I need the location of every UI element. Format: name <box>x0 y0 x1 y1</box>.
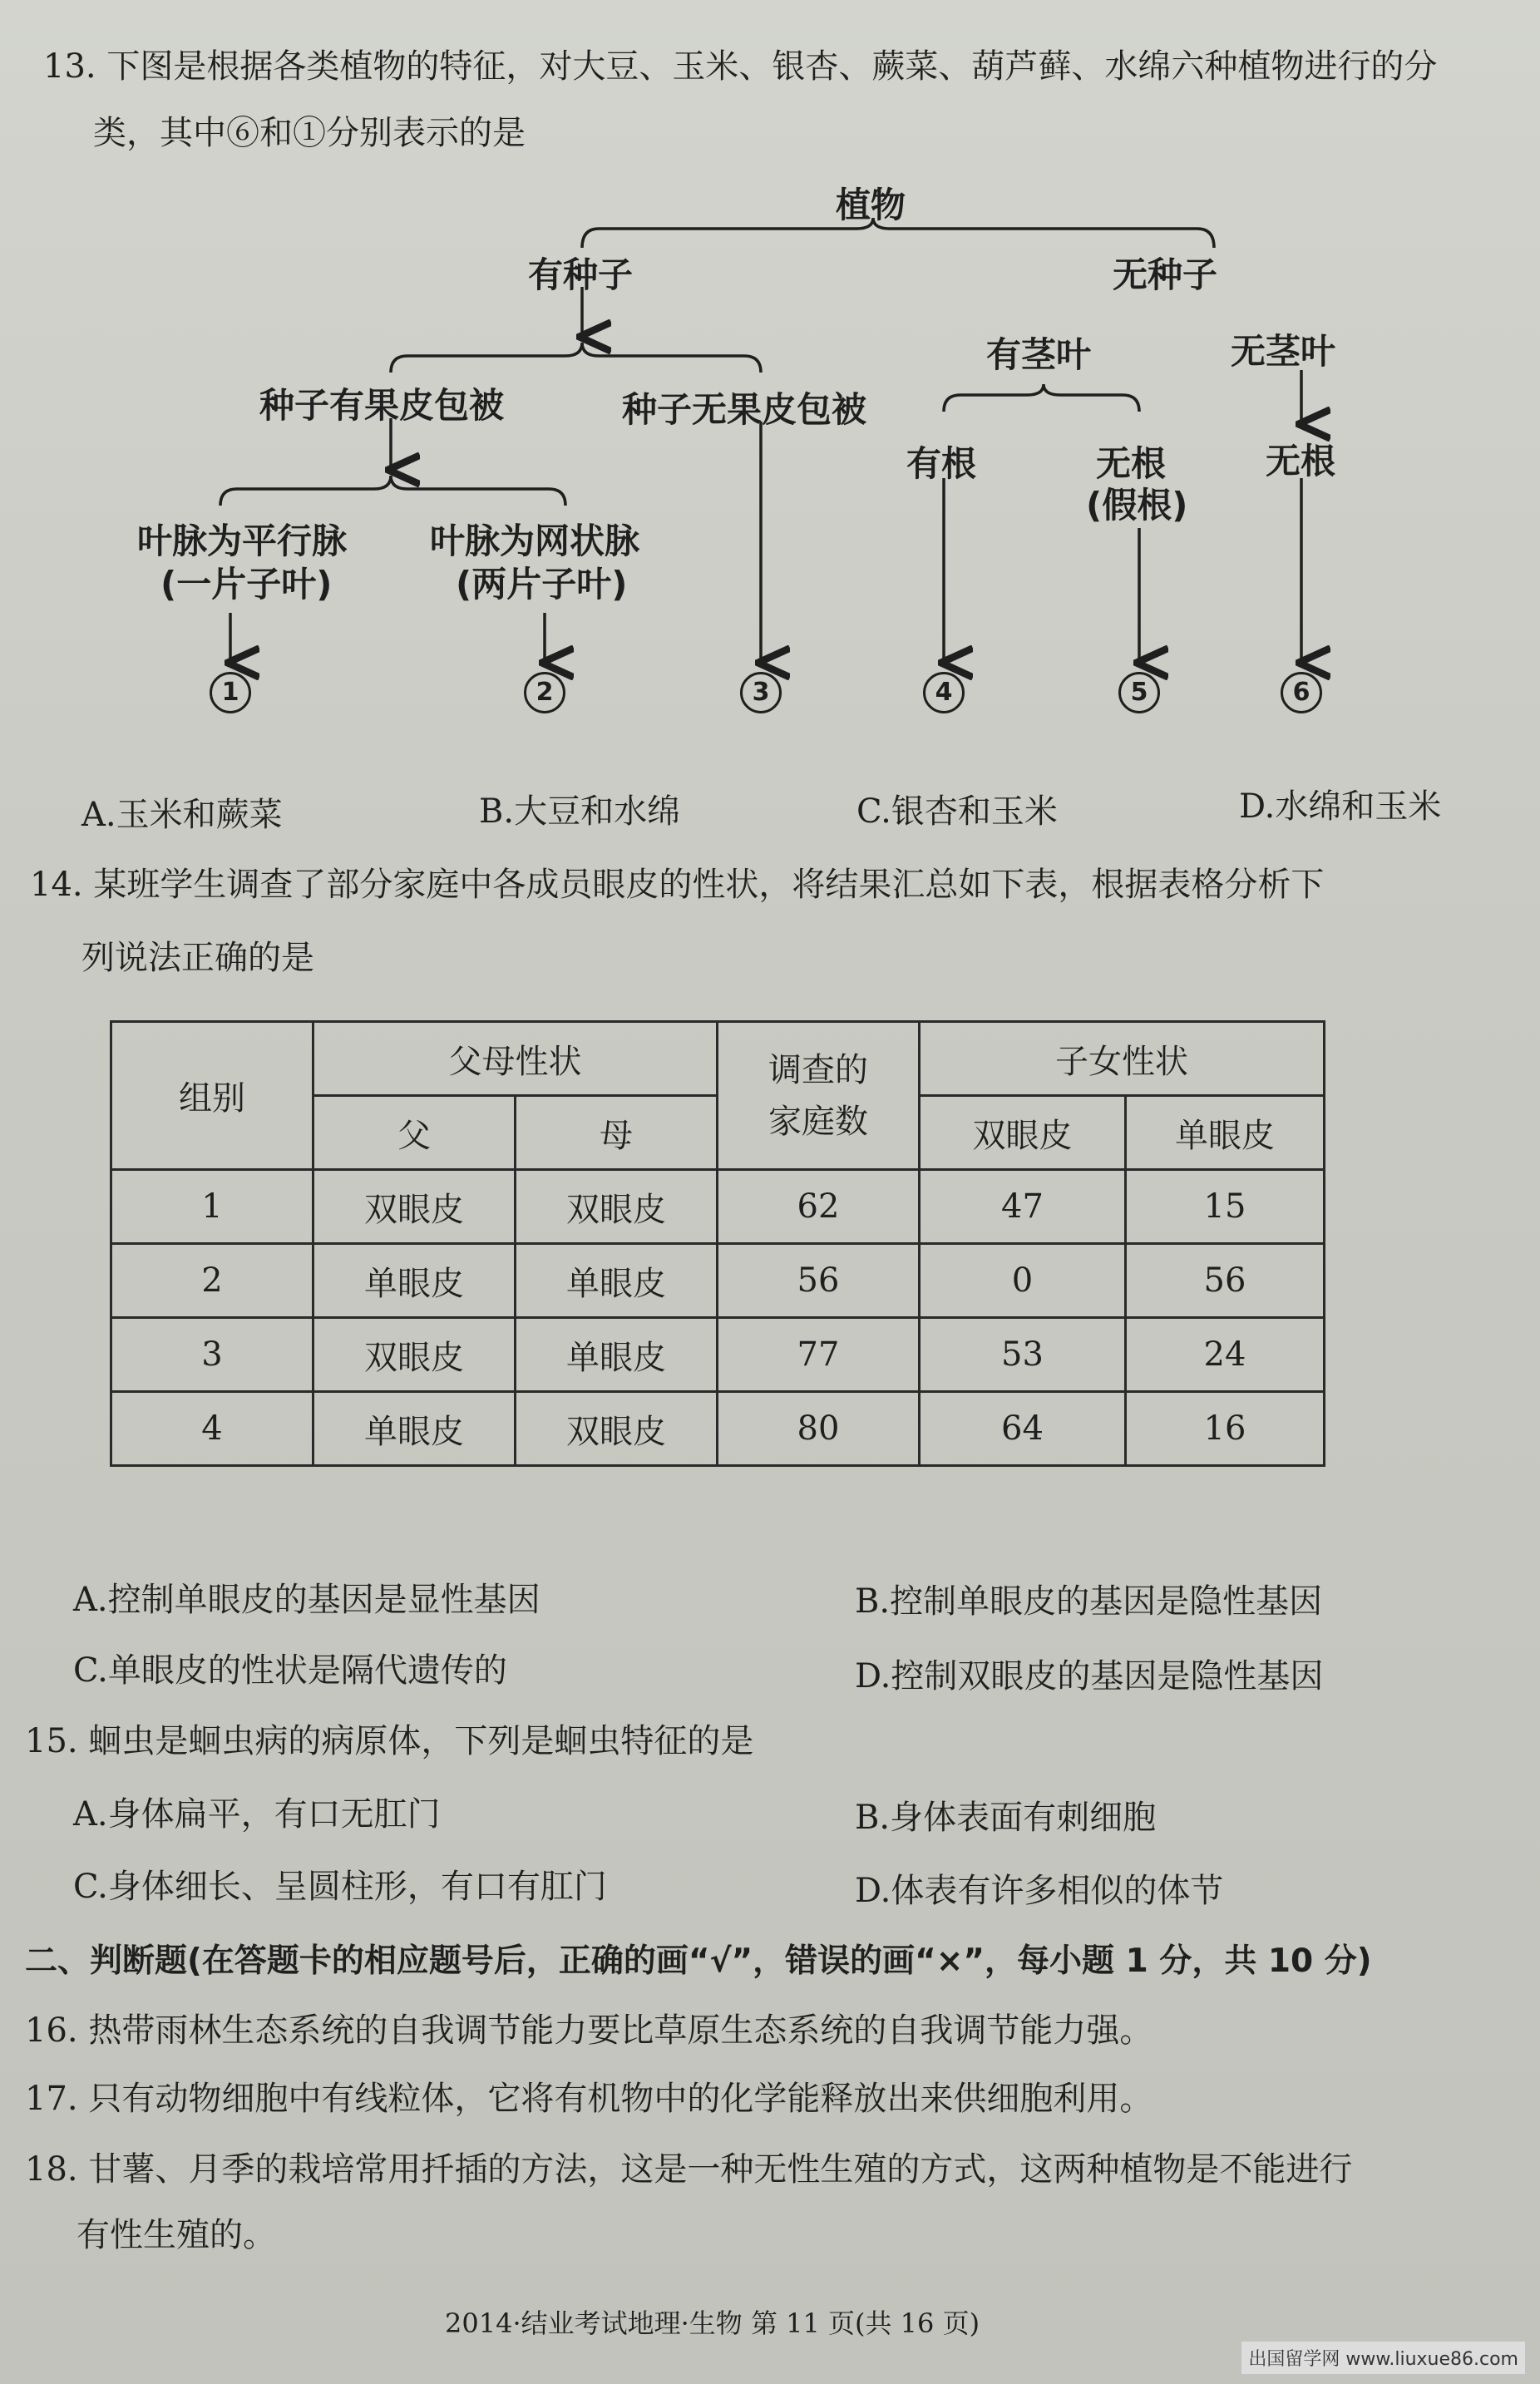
diagram-seed-bare-label: 种子无果皮包被 <box>622 389 867 430</box>
q13-option-a: A.玉米和蕨菜 <box>81 796 283 834</box>
q13-line2: 类，其中⑥和①分别表示的是 <box>93 114 526 152</box>
table-header-count-line2: 家庭数 <box>768 1102 868 1141</box>
q13-option-b: B.大豆和水绵 <box>479 792 681 831</box>
table-cell: 56 <box>1126 1244 1325 1318</box>
table-cell: 双眼皮 <box>516 1392 718 1466</box>
watermark: 出国留学网 www.liuxue86.com <box>1241 2342 1525 2374</box>
diagram-node-2: 2 <box>524 672 565 713</box>
diagram-seed-covered-label: 种子有果皮包被 <box>259 385 505 426</box>
q14-line2: 列说法正确的是 <box>81 939 314 977</box>
diagram-two-cotyledon-label: (两片子叶) <box>456 564 628 605</box>
diagram-no-root-label: 无根 <box>1096 443 1167 484</box>
q15-option-a: A.身体扁平，有口无肛门 <box>73 1795 441 1834</box>
diagram-has-stem-leaf-label: 有茎叶 <box>986 334 1092 375</box>
diagram-one-cotyledon-label: (一片子叶) <box>160 564 333 605</box>
table-cell: 单眼皮 <box>516 1318 718 1392</box>
table-cell: 15 <box>1126 1170 1325 1244</box>
diagram-no-root-2-label: 无根 <box>1266 441 1336 481</box>
table-header-double: 双眼皮 <box>920 1096 1126 1170</box>
diagram-node-4: 4 <box>923 672 965 713</box>
table-row <box>111 1170 1325 1244</box>
table-cell: 80 <box>718 1392 920 1466</box>
table-header-count <box>718 1022 920 1170</box>
table-cell: 56 <box>718 1244 920 1318</box>
diagram-with-seed-label: 有种子 <box>528 254 634 295</box>
diagram-node-5: 5 <box>1118 672 1160 713</box>
table-cell: 24 <box>1126 1318 1325 1392</box>
q15-option-b: B.身体表面有刺细胞 <box>855 1799 1157 1837</box>
table-cell: 47 <box>920 1170 1126 1244</box>
table-cell: 2 <box>111 1244 313 1318</box>
table-header-father: 父 <box>313 1096 516 1170</box>
table-header-parents: 父母性状 <box>313 1022 718 1096</box>
table-cell: 双眼皮 <box>516 1170 718 1244</box>
diagram-node-6: 6 <box>1281 672 1322 713</box>
page-footer: 2014·结业考试地理·生物 第 11 页(共 16 页) <box>445 2307 980 2339</box>
table-cell: 双眼皮 <box>313 1318 516 1392</box>
table-cell: 16 <box>1126 1392 1325 1466</box>
q17-text: 17. 只有动物细胞中有线粒体，它将有机物中的化学能释放出来供细胞利用。 <box>25 2080 1153 2118</box>
table-header-group: 组别 <box>111 1022 313 1170</box>
q14-option-c: C.单眼皮的性状是隔代遗传的 <box>73 1651 507 1690</box>
table-cell: 53 <box>920 1318 1126 1392</box>
table-row <box>111 1244 1325 1318</box>
diagram-net-vein-label: 叶脉为网状脉 <box>430 521 640 561</box>
q14-line1: 14. 某班学生调查了部分家庭中各成员眼皮的性状，将结果汇总如下表，根据表格分析下 <box>30 866 1325 904</box>
eyelid-survey-table <box>110 1020 1325 1467</box>
table-header-single: 单眼皮 <box>1126 1096 1325 1170</box>
q13-option-d: D.水绵和玉米 <box>1239 787 1442 826</box>
table-row <box>111 1392 1325 1466</box>
table-cell: 4 <box>111 1392 313 1466</box>
q14-option-a: A.控制单眼皮的基因是显性基因 <box>73 1581 540 1619</box>
section-2-heading: 二、判断题(在答题卡的相应题号后，正确的画“√”，错误的画“×”，每小题 1 分，共 10 分) <box>25 1942 1372 1980</box>
table-cell: 双眼皮 <box>313 1170 516 1244</box>
q18-line1: 18. 甘薯、月季的栽培常用扦插的方法，这是一种无性生殖的方式，这两种植物是不能进行 <box>25 2150 1353 2189</box>
table-header-mother: 母 <box>516 1096 718 1170</box>
table-cell: 单眼皮 <box>313 1244 516 1318</box>
table-cell: 0 <box>920 1244 1126 1318</box>
q15-option-d: D.体表有许多相似的体节 <box>855 1872 1224 1910</box>
table-header-children: 子女性状 <box>920 1022 1325 1096</box>
q15-option-c: C.身体细长、呈圆柱形，有口有肛门 <box>73 1868 607 1906</box>
q14-option-d: D.控制双眼皮的基因是隐性基因 <box>855 1657 1324 1695</box>
table-cell: 单眼皮 <box>516 1244 718 1318</box>
diagram-no-stem-leaf-label: 无茎叶 <box>1231 331 1336 372</box>
diagram-root-label: 植物 <box>836 185 906 225</box>
q18-line2: 有性生殖的。 <box>77 2216 276 2254</box>
q14-option-b: B.控制单眼皮的基因是隐性基因 <box>855 1582 1323 1621</box>
diagram-no-seed-label: 无种子 <box>1113 254 1218 295</box>
table-cell: 77 <box>718 1318 920 1392</box>
diagram-false-root-label: (假根) <box>1086 485 1188 526</box>
q16-text: 16. 热带雨林生态系统的自我调节能力要比草原生态系统的自我调节能力强。 <box>25 2011 1153 2050</box>
table-cell: 62 <box>718 1170 920 1244</box>
q15-line1: 15. 蛔虫是蛔虫病的病原体，下列是蛔虫特征的是 <box>25 1722 754 1760</box>
table-cell: 3 <box>111 1318 313 1392</box>
table-header-count-line1: 调查的 <box>768 1050 868 1089</box>
q13-line1: 13. 下图是根据各类植物的特征，对大豆、玉米、银杏、蕨菜、葫芦藓、水绵六种植物进行的分 <box>43 47 1438 86</box>
table-cell: 单眼皮 <box>313 1392 516 1466</box>
table-row <box>111 1318 1325 1392</box>
table-cell: 64 <box>920 1392 1126 1466</box>
diagram-node-3: 3 <box>740 672 782 713</box>
diagram-node-1: 1 <box>210 672 251 713</box>
diagram-parallel-vein-label: 叶脉为平行脉 <box>137 521 348 561</box>
diagram-has-root-label: 有根 <box>906 443 977 484</box>
table-cell: 1 <box>111 1170 313 1244</box>
q13-option-c: C.银杏和玉米 <box>856 792 1058 831</box>
classification-diagram-lines <box>0 0 1540 748</box>
